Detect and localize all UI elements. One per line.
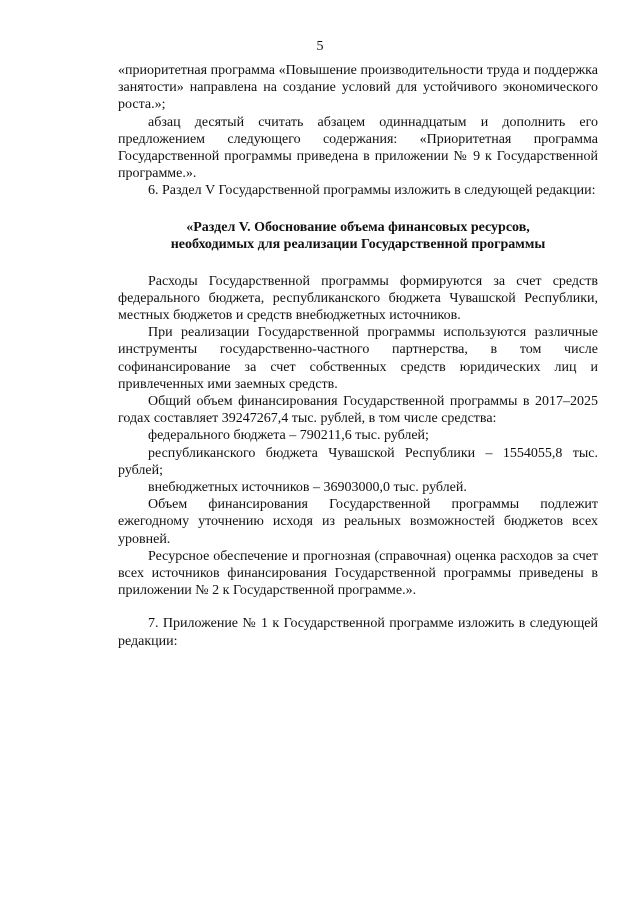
paragraph: абзац десятый считать абзацем одиннадцатым и дополнить его предложением следующего содержания: «Приоритетная программа Государственной программы приведена в приложении № 9 к Государственной программе.».: [118, 114, 598, 182]
paragraph: внебюджетных источников – 36903000,0 тыс. рублей.: [148, 480, 467, 496]
paragraph: республиканского бюджета Чувашской Республики – 1554055,8 тыс. рублей;: [118, 445, 598, 478]
paragraph: Общий объем финансирования Государственной программы в 2017–2025 годах составляет 39247267,4 тыс. рублей, в том числе средства:: [118, 394, 598, 427]
paragraph: 6. Раздел V Государственной программы изложить в следующей редакции:: [148, 183, 596, 199]
document-body: [118, 62, 598, 650]
section-heading-line: «Раздел V. Обоснование объема финансовых ресурсов,: [186, 219, 530, 235]
paragraph: Ресурсное обеспечение и прогнозная (справочная) оценка расходов за счет всех источников финансирования Государственной программы приведены в приложении № 2 к Государственной программе.».: [118, 548, 598, 599]
spacer: [118, 599, 598, 615]
paragraph: Объем финансирования Государственной программы подлежит ежегодному уточнению исходя из реальных возможностей бюджетов всех уровней.: [118, 497, 598, 547]
paragraph: 7. Приложение № 1 к Государственной программе изложить в следующей редакции:: [118, 616, 598, 649]
paragraph: «приоритетная программа «Повышение производительности труда и поддержка занятости» направлена на создание условий для устойчивого экономического роста.»;: [118, 63, 598, 113]
paragraph: Расходы Государственной программы формируются за счет средств федерального бюджета, республиканского бюджета Чувашской Республики, местных бюджетов и средств внебюджетных источников.: [118, 273, 598, 324]
section-heading-line: необходимых для реализации Государственной программы: [170, 237, 546, 253]
section-heading: [118, 219, 598, 254]
paragraph: федерального бюджета – 790211,6 тыс. рублей;: [148, 428, 429, 444]
page-number: 5: [316, 39, 324, 54]
paragraph: При реализации Государственной программы используются различные инструменты государственно-частного партнерства, в том числе софинансирование за счет собственных средств юридических лиц и привлеченных ими заемных средств.: [118, 325, 598, 392]
